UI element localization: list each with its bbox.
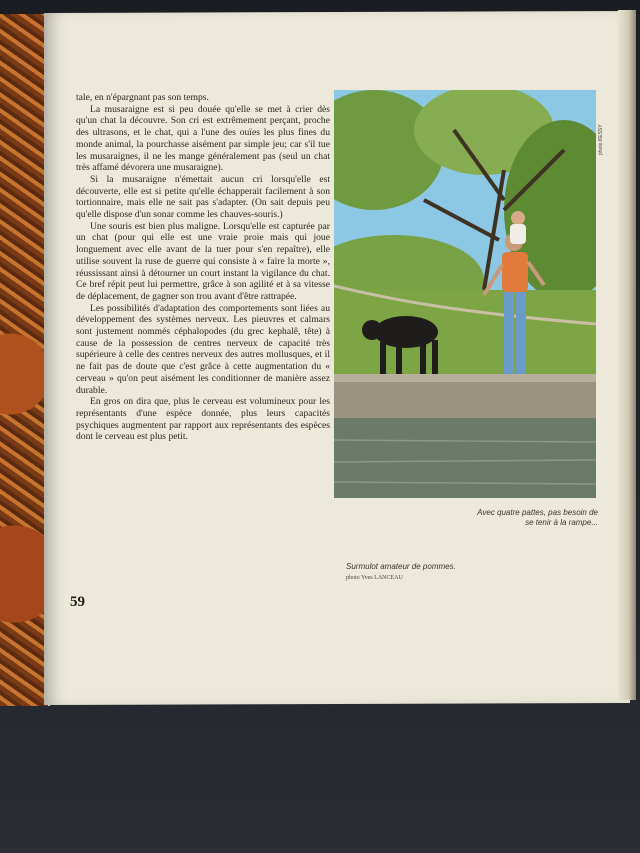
water [334,418,596,498]
paragraph-3: Si la musaraigne n'émettait aucun cri lorsqu'elle est découverte, elle est si petite qu'elle échapperait facilement à son tortionnaire, mais elle ne sait pas s'adapter. (On sait depuis peu qu'elle dispose d'un sonar comme les chauves-souris.) [76,173,330,221]
secondary-caption: Surmulot amateur de pommes. [346,562,456,571]
dog-and-people-photo [334,90,596,498]
left-facing-page-photo [0,14,50,706]
paragraph-6: En gros on dira que, plus le cerveau est volumineux pour les représentants d'une espèce donnée, plus leurs capacités psychiques augmentent par rapport aux représentants des espèces dont le cerveau est plus petit. [76,396,330,443]
photo-credit-vertical: photo KESSY [598,124,604,155]
body-text-column [76,92,330,443]
photo-caption: Avec quatre pattes, pas besoin de se tenir à la rampe... [477,508,598,527]
paragraph-2: La musaraigne est si peu douée qu'elle se met à crier dès qu'un chat la découvre. Son cri est extrêmement perçant, proche des ultrasons, et le chat, qui a l'une des ouïes les plus fines du monde animal, la pourchasse aisément par simple jeu; car s'il tue les musaraignes, il ne les mange généralement pas (seul un chat très affamé dévorera une musaraigne). [76,103,330,174]
paragraph-4: Une souris est bien plus maligne. Lorsqu'elle est capturée par un chat (pour qui elle est une vraie proie mais qui joue longuement avec elle avant de la tuer pour s'en repaître), elle utilise souvent la ruse de guerre qui consiste à « faire la morte », réussissant ainsi à détourner un court instant la vigilance du chat. Ce bref répit peut lui permettre, grâce à son agilité et à sa vitesse de déplacement, de gagner son trou avant d'être rattrapée. [76,220,330,302]
page-edge [618,10,636,700]
photo-illustration [334,90,596,498]
secondary-photo-credit: photo Yves LANCEAU [346,575,403,581]
paragraph-5: Les possibilités d'adaptation des comportements sont liées au développement des systèmes nerveux. Les pieuvres et calmars sont justement nommés céphalopodes (du grec kephalê, tête) à cause de la possession de centres nerveux de capacité très supérieure à celle des centres nerveux des autres mollusques, et il ne fait pas de doute que c'est grâce à cette augmentation du « cerveau » qu'on peut aisément les conditionner de manière assez durable. [76,302,330,396]
paragraph-1: tale, en n'épargnant pas son temps. [76,92,209,103]
page-number: 59 [70,594,85,610]
